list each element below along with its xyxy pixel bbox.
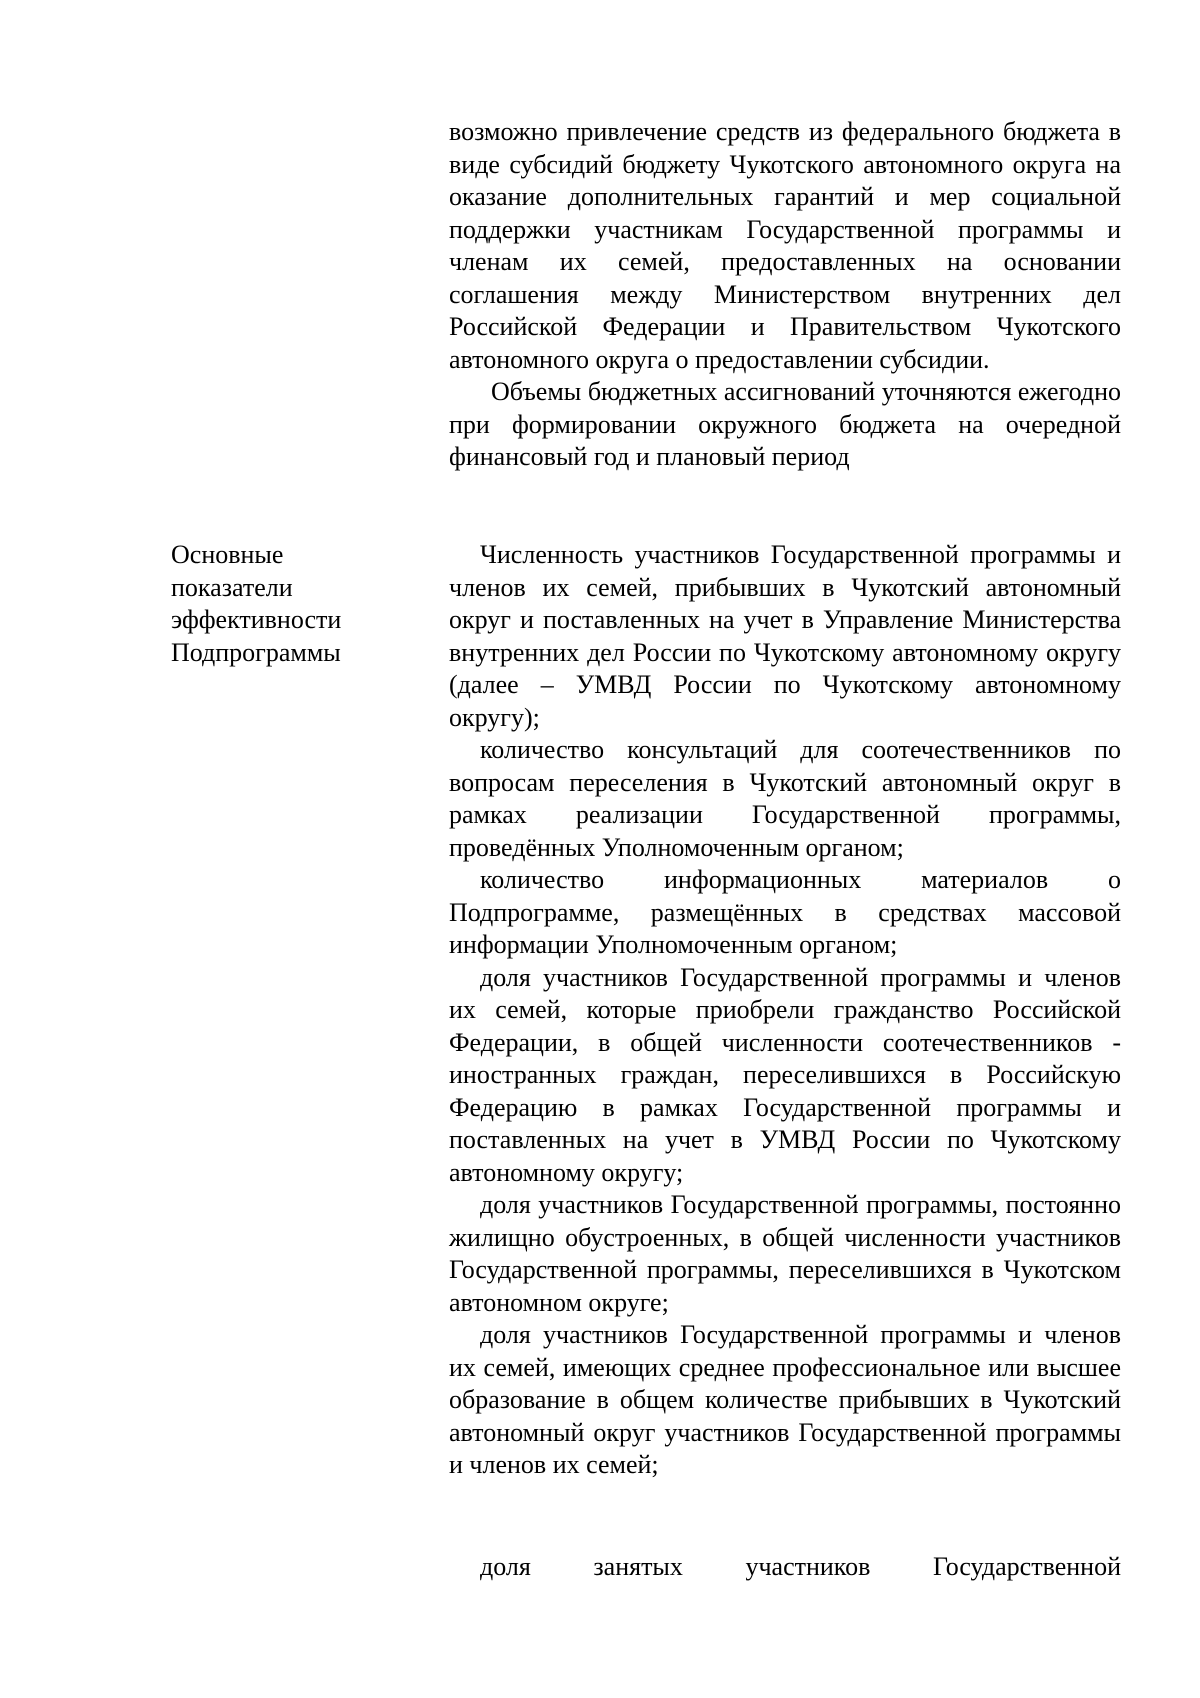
continuation-line: доля занятых участников Государственной (480, 1552, 1121, 1581)
funding-section (449, 116, 1121, 474)
indicator-paragraph-3: количество информационных материалов о Подпрограмме, размещённых в средствах массовой информации Уполномоченным органом; (449, 865, 1121, 959)
indicator-paragraph-6: доля участников Государственной программы и членов их семей, имеющих среднее профессиональное или высшее образование в общем количестве прибывших в Чукотский автономный округ участников Государственной программы и членов их семей; (449, 1320, 1121, 1479)
funding-paragraph-2: Объемы бюджетных ассигнований уточняются ежегодно при формировании окружного бюджета на очередной финансовый год и плановый период (449, 377, 1121, 471)
continuation-section (449, 1551, 1121, 1584)
indicators-label (171, 539, 421, 669)
indicator-paragraph-2: количество консультаций для соотечественников по вопросам переселения в Чукотский автономный округ в рамках реализации Государственной программы, проведённых Уполномоченным органом; (449, 735, 1121, 862)
indicators-content (449, 539, 1121, 1482)
label-line-1: Основные (171, 540, 284, 569)
label-line-4: Подпрограммы (171, 637, 341, 667)
label-line-3: эффективности (171, 605, 342, 634)
funding-paragraph-1: возможно привлечение средств из федерального бюджета в виде субсидий бюджету Чукотского автономного округа на оказание дополнительных гарантий и мер социальной поддержки участникам Государственной программы и членам их семей, предоставленных на основании соглашения между Министерством внутренних дел Российской Федерации и Правительством Чукотского автономного округа о предоставлении субсидии. (449, 117, 1121, 374)
indicator-paragraph-5: доля участников Государственной программы, постоянно жилищно обустроенных, в общей численности участников Государственной программы, переселившихся в Чукотском автономном округе; (449, 1190, 1121, 1317)
indicator-paragraph-1: Численность участников Государственной программы и членов их семей, прибывших в Чукотский автономный округ и поставленных на учет в Управление Министерства внутренних дел России по Чукотскому автономному округу (далее – УМВД России по Чукотскому автономному округу); (449, 540, 1121, 732)
indicator-paragraph-4: доля участников Государственной программы и членов их семей, которые приобрели гражданство Российской Федерации, в общей численности соотечественников - иностранных граждан, переселившихся в Российскую Федерацию в рамках Государственной программы и поставленных на учет в УМВД России по Чукотскому автономному округу; (449, 962, 1121, 1187)
label-line-2: показатели (171, 572, 293, 602)
